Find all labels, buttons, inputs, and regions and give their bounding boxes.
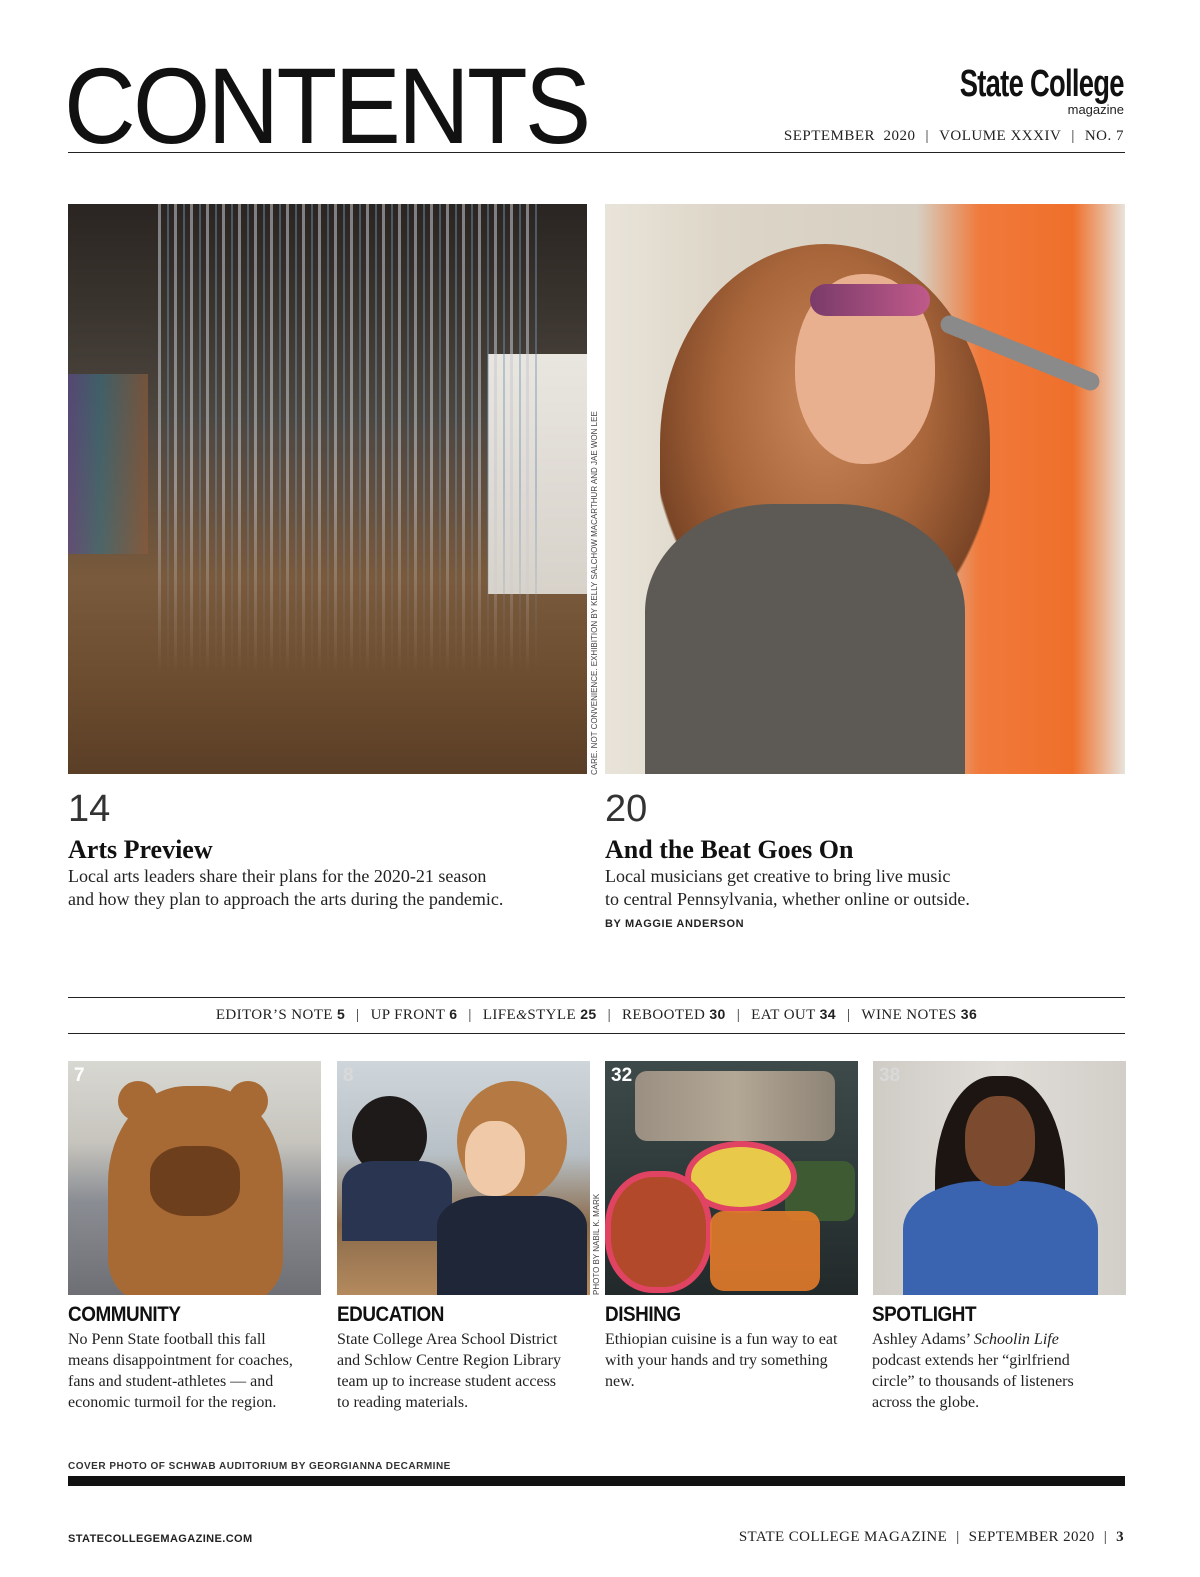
departments-bar [68,1006,1125,1024]
spotlight-photo[interactable] [873,1061,1126,1295]
separator: | [607,1007,611,1023]
beat-goes-on-photo[interactable] [605,204,1125,774]
hanging-installation [158,204,538,674]
portrait-face [965,1096,1035,1186]
magazine-logo[interactable] [896,63,1124,117]
student-body [342,1161,452,1241]
dept-link-life-style[interactable]: LIFE&STYLE 25 [482,1006,597,1023]
mascot-face [150,1146,240,1216]
column-education[interactable] [337,1303,587,1413]
column-heading[interactable]: DISHING [605,1303,681,1326]
page-number: 3 [1116,1529,1124,1545]
feature-desc-line: Local musicians get creative to bring live music [605,866,951,886]
arts-photo-credit: CARE. NOT CONVENIENCE. EXHIBITION BY KELLY SALCHOW MACARTHUR AND JAE WON LEE [590,411,599,775]
separator: | [847,1007,851,1023]
feature-byline: BY MAGGIE ANDERSON [605,918,745,930]
separator: | [356,1007,360,1023]
issue-number: NO. 7 [1084,128,1124,144]
separator: | [956,1529,960,1545]
departments-rule-bottom [68,1033,1125,1034]
student-face [465,1121,525,1196]
departments-rule-top [68,997,1125,998]
feature-page-number: 20 [605,788,648,830]
feature-desc-line: to central Pennsylvania, whether online or outside. [605,889,970,909]
thumb-page-number: 38 [879,1065,901,1086]
separator: | [736,1007,741,1023]
feature-title[interactable]: Arts Preview [68,835,213,864]
singer-shirt [645,504,965,774]
feature-desc-line: and how they plan to approach the arts during the pandemic. [68,889,504,909]
publication-name: STATE COLLEGE MAGAZINE [738,1529,948,1545]
separator: | [468,1007,472,1023]
injera-platter [635,1071,835,1141]
column-desc: State College Area School District and Schlow Centre Region Library team up to increase student access to reading materials. [337,1331,561,1411]
column-community[interactable] [68,1303,318,1413]
issue-date: SEPTEMBER 2020 [783,128,916,144]
thumb-page-number: 7 [74,1065,85,1086]
cover-photo-credit: COVER PHOTO OF SCHWAB AUDITORIUM BY GEORGIANNA DECARMINE [68,1461,451,1472]
column-heading[interactable]: COMMUNITY [68,1303,181,1326]
header-rule [68,152,1125,153]
separator: | [925,128,930,144]
issue-info [784,128,1124,145]
sunglasses [810,284,930,316]
feature-desc-line: Local arts leaders share their plans for the 2020-21 season [68,866,487,886]
education-photo[interactable] [337,1061,590,1295]
dept-link-rebooted[interactable]: REBOOTED 30 [621,1006,726,1023]
footer-rule [68,1476,1125,1486]
thumb-page-number: 8 [343,1065,354,1086]
dishing-photo[interactable] [605,1061,858,1295]
dept-link-editors-note[interactable]: EDITOR’S NOTE 5 [215,1006,346,1023]
separator: | [1103,1529,1108,1545]
column-heading[interactable]: EDUCATION [337,1303,444,1326]
column-desc: No Penn State football this fall means disappointment for coaches, fans and student-athletes — and economic turmoil for the region. [68,1331,293,1411]
education-photo-credit: PHOTO BY NABIL K. MARK [592,1193,601,1295]
dept-link-up-front[interactable]: UP FRONT 6 [370,1006,458,1023]
arts-preview-photo[interactable] [68,204,587,774]
column-desc: Ashley Adams’ Schoolin Life podcast extends her “girlfriend circle” to thousands of listeners across the globe. [872,1331,1074,1411]
dept-link-eat-out[interactable]: EAT OUT 34 [751,1006,836,1023]
feature-title[interactable]: And the Beat Goes On [605,835,854,864]
separator: | [1071,128,1075,144]
column-dishing[interactable] [605,1303,855,1392]
community-photo[interactable] [68,1061,321,1295]
thumb-page-number: 32 [611,1065,633,1086]
food-bowl [605,1171,712,1293]
feature-arts-preview[interactable] [68,789,588,911]
footer-folio [739,1529,1124,1546]
dept-link-wine-notes[interactable]: WINE NOTES 36 [861,1006,978,1023]
gallery-quilts [68,374,148,554]
footer-date: SEPTEMBER 2020 [968,1529,1095,1545]
column-spotlight[interactable] [872,1303,1122,1413]
feature-beat-goes-on[interactable] [605,789,1125,930]
column-heading[interactable]: SPOTLIGHT [872,1303,977,1326]
feature-page-number: 14 [68,788,111,830]
website-link[interactable]: STATECOLLEGEMAGAZINE.COM [68,1533,253,1545]
logo-wordmark: State College [960,63,1124,105]
food-dish [710,1211,820,1291]
issue-volume: VOLUME XXXIV [939,128,1062,144]
logo-subtitle: magazine [1067,102,1124,117]
student-body [437,1196,587,1295]
portrait-dress [903,1181,1098,1295]
page-title: CONTENTS [64,45,589,166]
column-desc: Ethiopian cuisine is a fun way to eat with your hands and try something new. [605,1331,838,1390]
